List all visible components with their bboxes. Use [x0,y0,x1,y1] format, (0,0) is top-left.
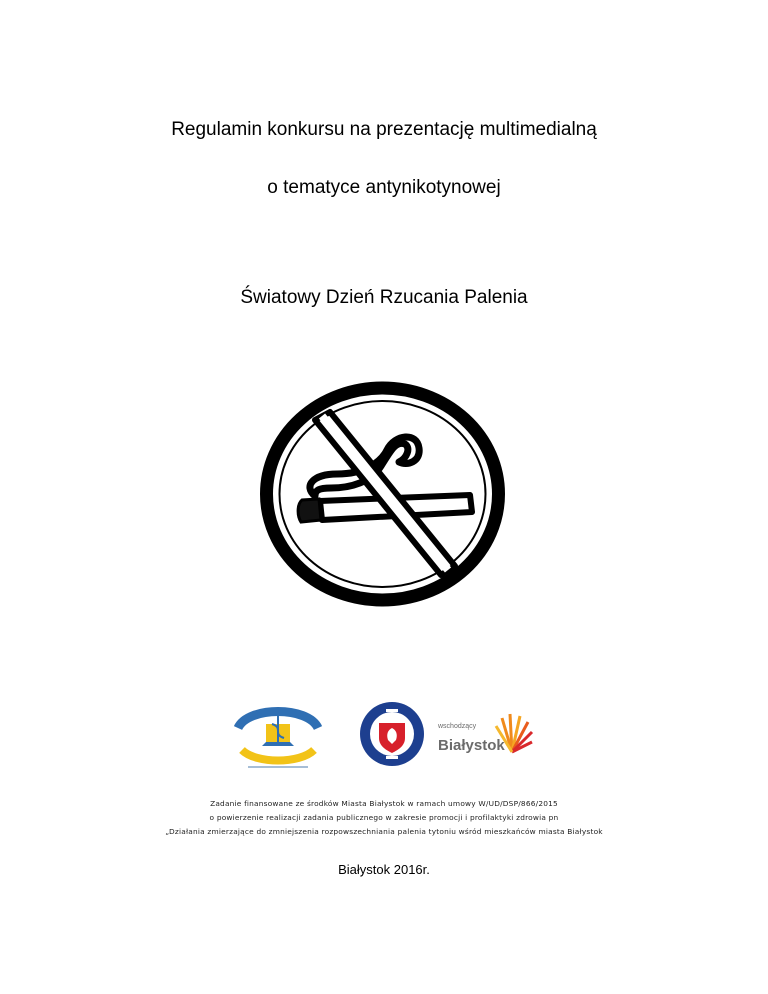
bialystok-logo-small-text: wschodzący [438,723,477,730]
document-title-line-1: Regulamin konkursu na prezentację multimedialną [171,119,597,140]
funding-note-line-3: „Działania zmierzające do zmniejszenia rozpowszechniania palenia tytoniu wśród mieszkańców miasta Białystok [165,827,603,836]
bialystok-logo-big-text: Białystok [438,737,505,754]
document-title-line-2: o tematyce antynikotynowej [267,177,501,198]
partner-logos [0,700,768,780]
wschodzacy-bialystok-logo [434,708,534,768]
funding-note-line-1: Zadanie finansowane ze środków Miasta Białystok w ramach umowy W/UD/DSP/866/2015 [210,799,558,808]
funding-note-line-2: o powierzenie realizacji zadania publicznego w zakresie promocji i profilaktyki zdrowia pn [209,813,559,822]
no-smoking-icon [255,378,510,610]
panstwowa-inspekcja-sanitarna-logo [358,700,426,768]
polskie-towarzystwo-oswiaty-zdrowotnej-logo [228,700,328,770]
place-and-date: Białystok 2016r. [338,862,430,877]
event-title: Światowy Dzień Rzucania Palenia [240,287,528,308]
